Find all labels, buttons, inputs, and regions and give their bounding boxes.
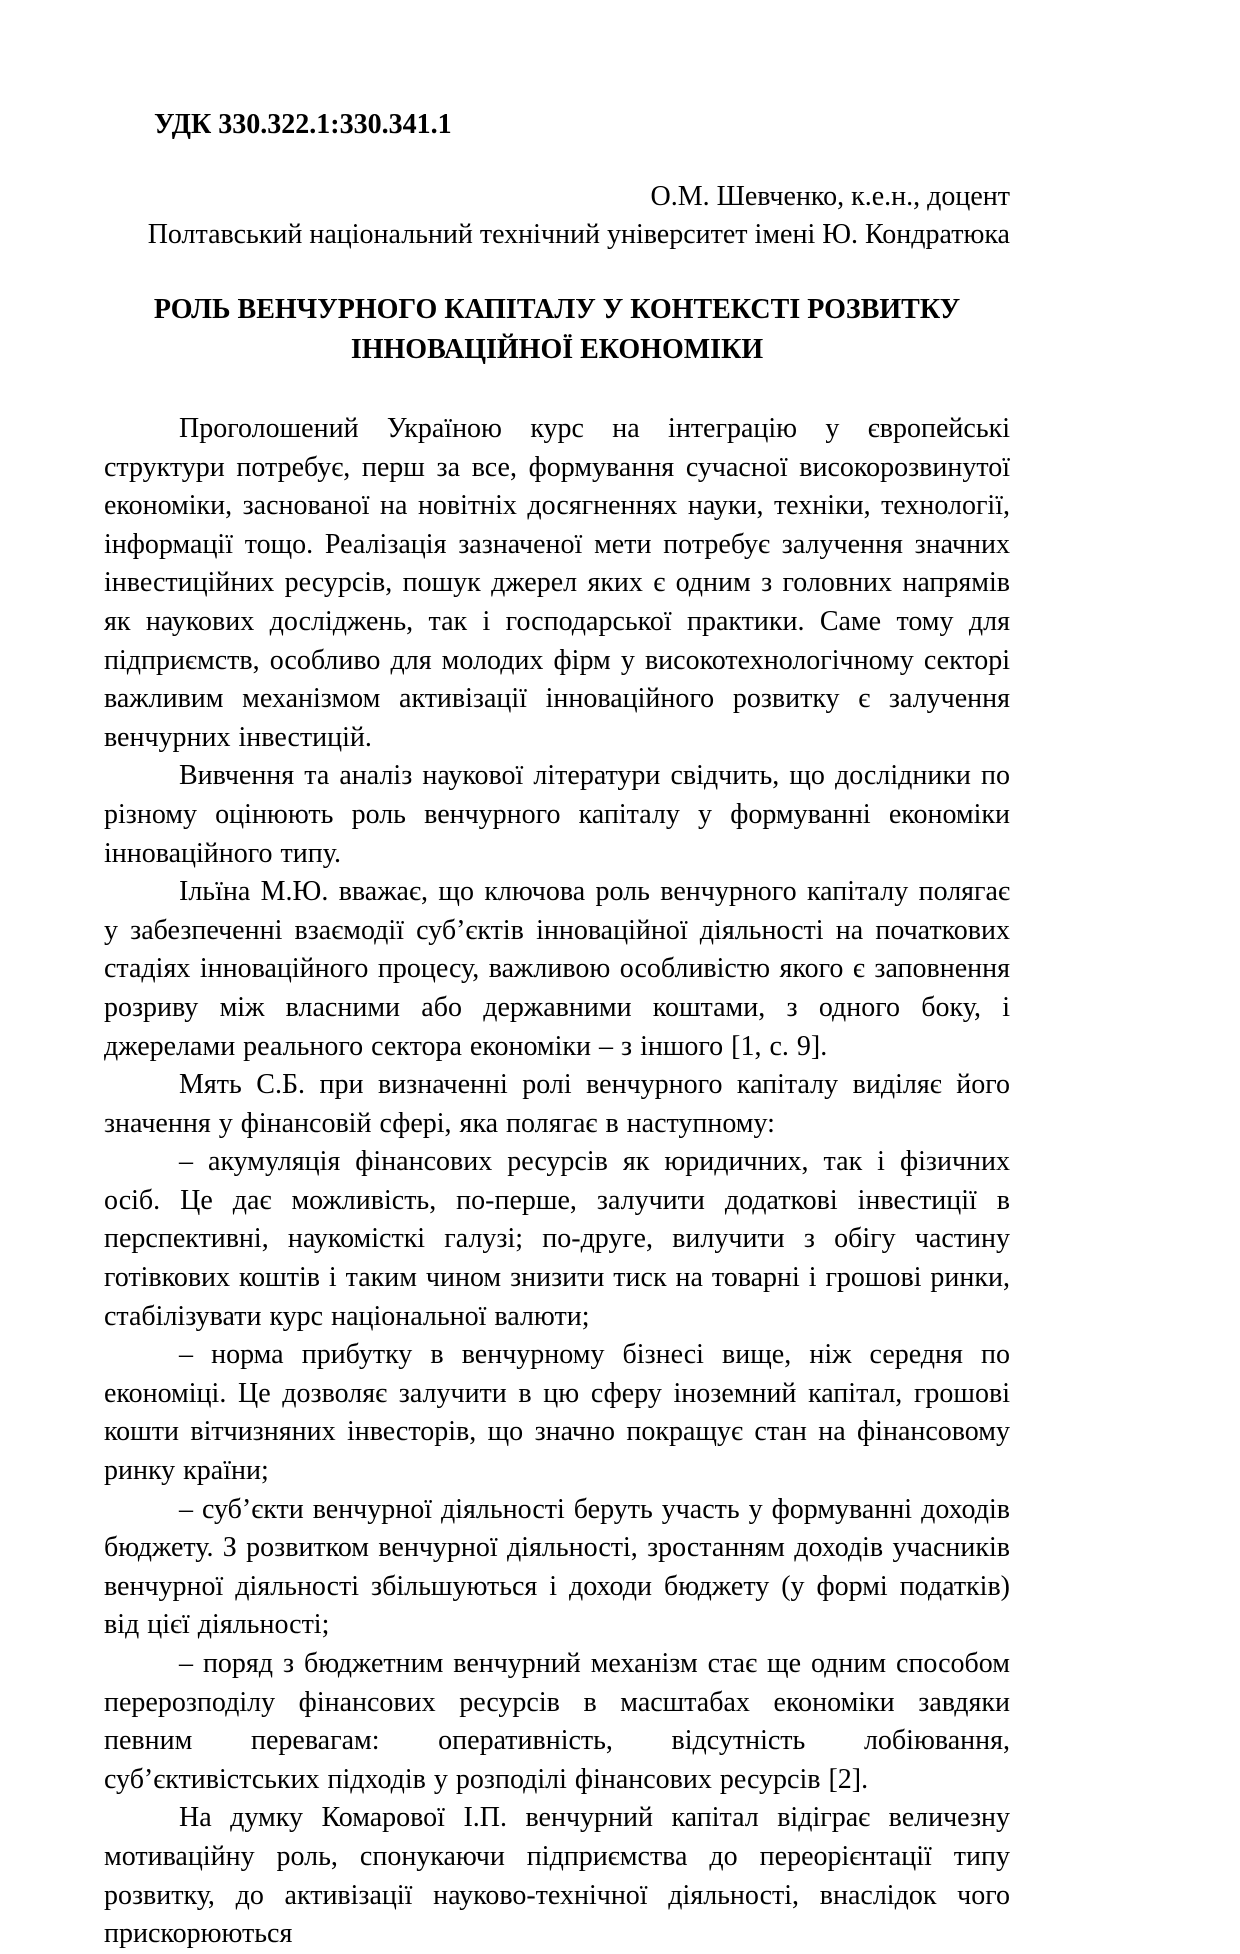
paragraph: На думку Комарової І.П. венчурний капітал відіграє величезну мотиваційну роль, спонукаючи підприємства до переорієнтації типу розвитку, до активізації науково-технічної діяльності, внаслідок чого прискорюються <box>104 1802 1010 1950</box>
article-body <box>104 410 1010 1954</box>
paragraph: Вивчення та аналіз наукової літератури свідчить, що дослідники по різному оцінюють роль венчурного капіталу у формуванні економіки інноваційного типу. <box>104 760 1010 869</box>
author-line: О.М. Шевченко, к.е.н., доцент <box>650 181 1010 212</box>
paragraph: Проголошений Україною курс на інтеграцію у європейські структури потребує, перш за все, формування сучасної високорозвинутої економіки, заснованої на новітніх досягненнях науки, техніки, технології, інформації тощо. Реалізація зазначеної мети потребує залучення значних інвестиційних ресурсів, пошук джерел яких є одним з головних напрямів як наукових досліджень, так і господарської практики. Саме тому для підприємств, особливо для молодих фірм у високотехнологічному секторі важливим механізмом активізації інноваційного розвитку є залучення венчурних інвестицій. <box>104 413 1010 753</box>
page-title <box>104 290 1010 370</box>
title-line-2: ІННОВАЦІЙНОЇ ЕКОНОМІКИ <box>350 334 764 365</box>
paragraph-list-item: – суб’єкти венчурної діяльності беруть участь у формуванні доходів бюджету. З розвитком венчурної діяльності, зростанням доходів учасників венчурної діяльності збільшуються і доходи бюджету (у формі податків) від цієї діяльності; <box>104 1493 1010 1641</box>
paragraph: Ільїна М.Ю. вважає, що ключова роль венчурного капіталу полягає у забезпеченні взаємодії суб’єктів інноваційної діяльності на початкових стадіях інноваційного процесу, важливою особливістю якого є заповнення розриву між власними або державними коштами, з одного боку, і джерелами реального сектора економіки – з іншого [1, с. 9]. <box>104 876 1010 1062</box>
paragraph: Мять С.Б. при визначенні ролі венчурного капіталу виділяє його значення у фінансовій сфері, яка полягає в наступному: <box>104 1069 1010 1139</box>
paragraph-list-item: – норма прибутку в венчурному бізнесі вище, ніж середня по економіці. Це дозволяє залучити в цю сферу іноземний капітал, грошові кошти вітчизняних інвесторів, що значно покращує стан на фінансовому ринку країни; <box>104 1339 1010 1487</box>
udc-code: УДК 330.322.1:330.341.1 <box>154 109 452 140</box>
affiliation-line: Полтавський національний технічний університет імені Ю. Кондратюка <box>147 219 1010 250</box>
paragraph-list-item: – акумуляція фінансових ресурсів як юридичних, так і фізичних осіб. Це дає можливість, по-перше, залучити додаткові інвестиції в перспективні, наукомісткі галузі; по-друге, вилучити з обігу частину готівкових коштів і таким чином знизити тиск на товарні і грошові ринки, стабілізувати курс національної валюти; <box>104 1146 1010 1332</box>
title-line-1: РОЛЬ ВЕНЧУРНОГО КАПІТАЛУ У КОНТЕКСТІ РОЗВИТКУ <box>153 294 961 325</box>
paragraph-list-item: – поряд з бюджетним венчурний механізм стає ще одним способом перерозподілу фінансових ресурсів в масштабах економіки завдяки певним перевагам: оперативність, відсутність лобіювання, суб’єктивістських підходів у розподілі фінансових ресурсів [2]. <box>104 1648 1010 1795</box>
